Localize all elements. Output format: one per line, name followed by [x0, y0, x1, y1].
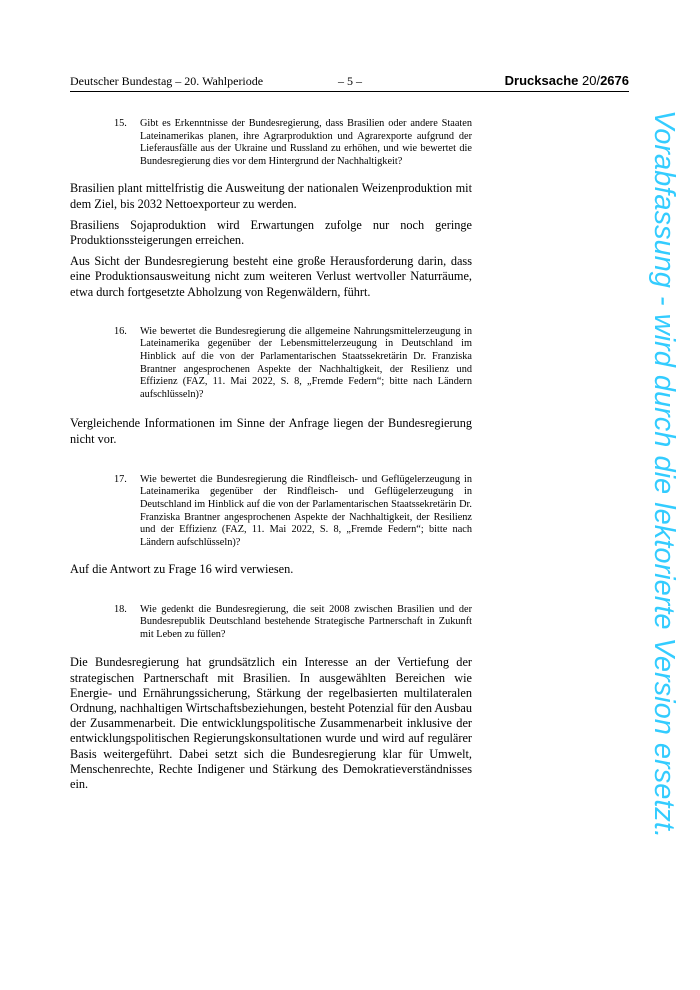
question-text: Wie gedenkt die Bundesregierung, die seit 2008 zwischen Brasilien und der Bundesrepublik Deutschland bestehende Strategische Partnerschaft in Zukunft mit Leben zu füllen? [140, 603, 472, 640]
question-number: 18. [114, 603, 127, 615]
document-label: Drucksache [504, 73, 579, 88]
draft-watermark: Vorabfassung - wird durch die lektorierte Version ersetzt. [648, 110, 680, 839]
question-17 [114, 474, 472, 550]
document-body [70, 116, 472, 798]
answer-paragraph: Vergleichende Informationen im Sinne der Anfrage liegen der Bundesregierung nicht vor. [70, 416, 472, 446]
question-15 [114, 118, 472, 168]
page-header [70, 72, 629, 90]
header-rule [70, 91, 629, 92]
question-text: Wie bewertet die Bundesregierung die allgemeine Nahrungsmittelerzeugung in Lateinamerika gegenüber der Lebensmittelerzeugung in Deutschland im Hinblick auf die von der Parlamentarischen Staatssekretärin Dr. Franziska Brantner angesprochenen Aspekte der Nachhaltigkeit, der Resilienz und Effizienz (FAZ, 11. Mai 2022, S. 8, „Fremde Federn“; bitte nach Ländern aufschlüsseln)? [140, 325, 472, 400]
question-number: 15. [114, 118, 127, 129]
question-16 [114, 326, 472, 402]
document-number-value: 2676 [600, 73, 629, 88]
answer-paragraph: Auf die Antwort zu Frage 16 wird verwiesen. [70, 562, 294, 577]
answer-paragraph: Brasiliens Sojaproduktion wird Erwartungen zufolge nur noch geringe Produktionssteigerungen erreichen. [70, 217, 472, 247]
question-text: Gibt es Erkenntnisse der Bundesregierung, dass Brasilien oder andere Staaten Lateinamerikas planen, ihre Agrarproduktion und Agrarexporte aufgrund der Lieferausfälle aus der Ukraine und Russland zu erhöhen, und wie bewertet die Bundesregierung dies vor dem Hintergrund der Nachhaltigkeit? [140, 118, 472, 167]
answer-paragraph: Aus Sicht der Bundesregierung besteht eine große Herausforderung darin, dass eine Produktionsausweitung nicht zum weiteren Verlust wertvoller Naturräume, etwa durch fortgesetzte Abholzung von Regenwäldern, führt. [70, 254, 472, 299]
question-18 [114, 604, 472, 642]
document-number [505, 72, 629, 90]
page-number: – 5 – [338, 74, 362, 88]
question-number: 17. [114, 473, 127, 485]
question-text: Wie bewertet die Bundesregierung die Rindfleisch- und Geflügelerzeugung in Lateinamerika gegenüber der Rindfleisch- und Geflügelerzeugung in Deutschland im Hinblick auf die von der Parlamentarischen Staatssekretärin Dr. Franziska Brantner angesprochenen Aspekte der Nachhaltigkeit, der Resilienz und der Effizienz (FAZ, 11. Mai 2022, S. 8, „Fremde Federn“; bitte nach Ländern aufschlüsseln)? [140, 473, 472, 548]
answer-paragraph: Die Bundesregierung hat grundsätzlich ein Interesse an der Vertiefung der strategischen Partnerschaft mit Brasilien. In ausgewählten Bereichen wie Energie- und Ernährungssicherung, Stärkung der regelbasierten multilateralen Ordnung, nachhaltigen Wirtschaftsbeziehungen, besteht Potenzial für den Ausbau der Zusammenarbeit. Die entwicklungspolitische Zusammenarbeit inklusive der entwicklungspolitischen Regierungskonsultationen wurde und wird auf regulärer Basis weitergeführt. Dabei setzt sich die Bundesregierung klar für Umwelt, Menschenrechte, Rechte Indigener und Stärkung des Demokratieverständnisses ein. [70, 655, 472, 791]
header-parliament: Deutscher Bundestag – 20. Wahlperiode [70, 74, 264, 88]
document-number-prefix: 20/ [582, 73, 601, 88]
question-number: 16. [114, 325, 127, 337]
answer-paragraph: Brasilien plant mittelfristig die Ausweitung der nationalen Weizenproduktion mit dem Ziel, bis 2032 Nettoexporteur zu werden. [70, 181, 472, 211]
